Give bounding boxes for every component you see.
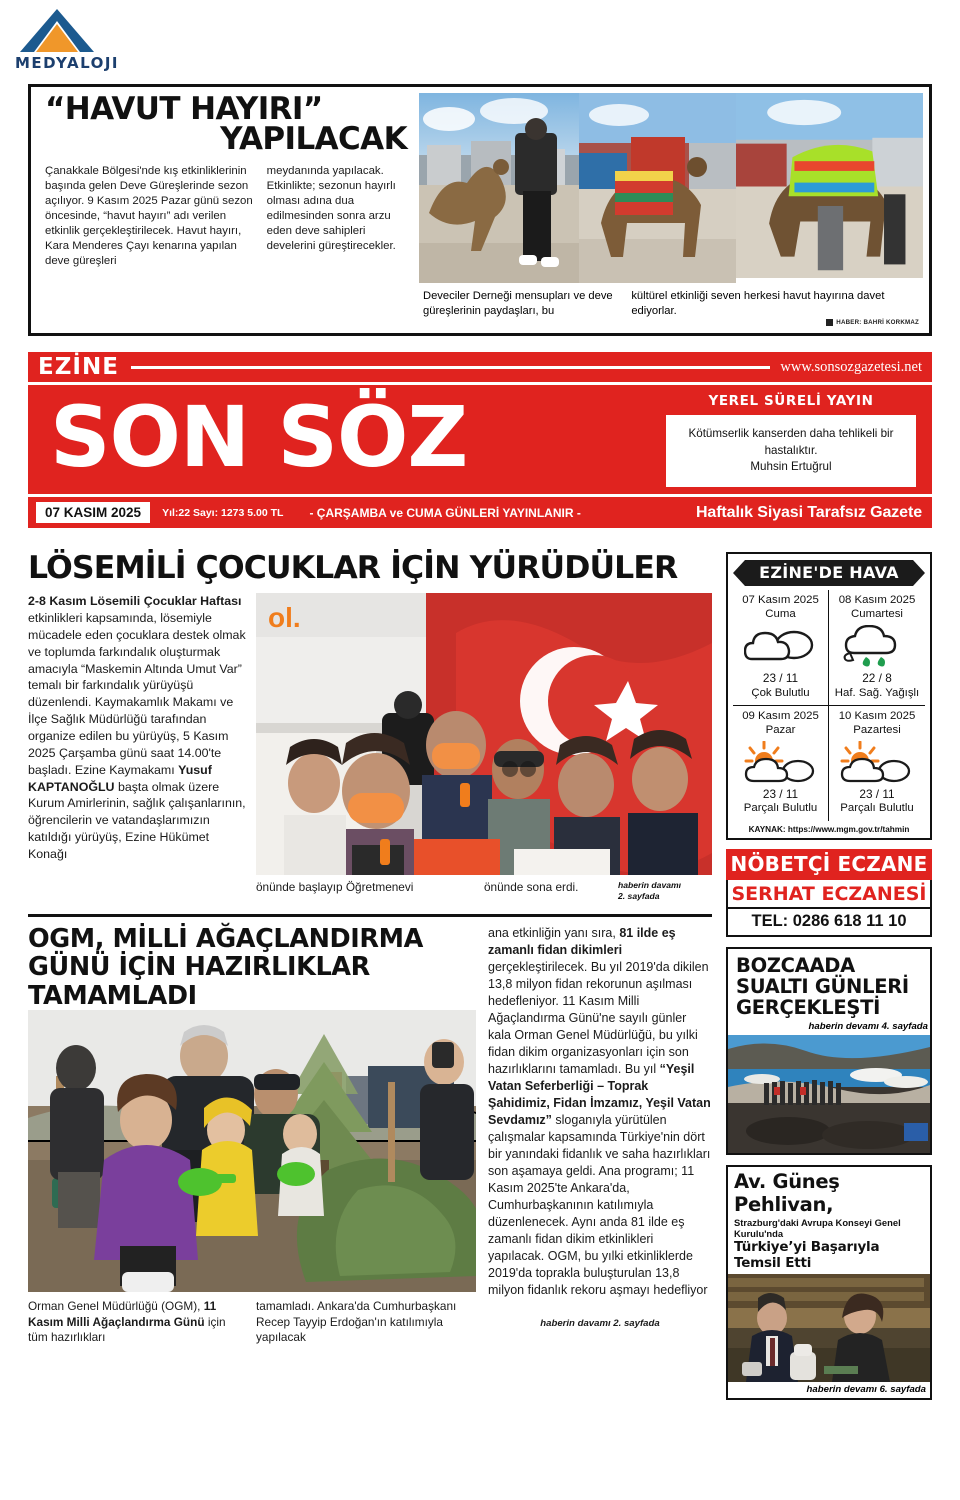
top-story-headline	[45, 91, 413, 157]
top-story-box	[28, 84, 932, 336]
weather-temp-1: 22 / 8	[862, 670, 892, 685]
weather-temp-3: 23 / 11	[859, 786, 895, 801]
photo-camel-handler	[419, 93, 579, 283]
weather-banner-label: EZİNE'DE HAVA	[759, 563, 899, 582]
top-story-headline-line2: YAPILACAK	[220, 120, 407, 157]
top-story-left	[37, 93, 419, 327]
section-divider	[28, 914, 712, 917]
story2-photo	[28, 1010, 476, 1292]
story1-continued-line1: haberin davamı	[618, 880, 682, 891]
side-story-2-continued: haberin devamı 6. sayfada	[806, 1383, 926, 1395]
photo-camel-decorated-2	[736, 93, 923, 283]
story2-body-p3: sloganıyla yürütülen çalışmalar kapsamında Türkiye'nin dört bir yanındaki fidanlık ve saha hazırlıkları son aşamaya geldi. Ana programı; 11 Kasım 2025'te Ankara'da, Cumhurbaşkanının katılımıyla düzenlenecek. Aynı anda 81 ilde eş zamanlı fidan dikim etkinlikleri yapılacak. OGM, bu yılki etkinliklerde 2019'da toprakla buluşturulan 13,8 milyon fidanlık rekoru aşmayı hedefliyor	[488, 1112, 711, 1297]
story-losemili-cocuklar	[28, 552, 712, 902]
masthead	[28, 352, 932, 528]
weather-dayname-2: Pazar	[765, 723, 796, 736]
masthead-top-strip	[28, 352, 932, 382]
rain-icon	[831, 625, 923, 669]
sidebar	[726, 552, 932, 1400]
weather-date-0: 07 Kasım 2025	[742, 594, 819, 606]
story2-headline-line2: GÜNÜ İÇİN HAZIRLIKLAR	[28, 952, 370, 983]
sun-cloud-icon	[735, 741, 826, 785]
issue-meta: Yıl:22 Sayı: 1273 5.00 TL	[162, 506, 284, 519]
masthead-quote-text: Kötümserlik kanserden daha tehlikeli bir hastalıktır.	[688, 427, 894, 457]
story1-body-part2: başta olmak üzere Kurum Amirlerinin, sağlık çalışanlarının, öğrencilerin ve vatandaşlarımızın katıldığı yürüyüş, Ezine Hükümet Konağı	[28, 779, 246, 861]
main-column	[28, 552, 712, 1400]
top-story-right	[419, 93, 923, 327]
masthead-quote-author: Muhsin Ertuğrul	[750, 460, 832, 474]
top-story-byline	[826, 319, 919, 326]
weather-desc-0: Çok Bulutlu	[751, 686, 810, 699]
cloudy-icon	[735, 625, 826, 669]
story2-text	[488, 925, 712, 1346]
side-story-1-line2: SUALTI GÜNLERİ	[736, 974, 909, 998]
masthead-rule	[131, 363, 770, 372]
story2-caption-a-bold: 11 Kasım Milli Ağaçlandırma Günü	[28, 1299, 217, 1329]
weather-date-3: 10 Kasım 2025	[838, 709, 916, 722]
weather-dayname-1: Cumartesi	[851, 607, 903, 620]
weather-temp-0: 23 / 11	[762, 670, 799, 685]
weather-day-1	[829, 590, 925, 706]
story1-caption-a: önünde başlayıp Öğretmenevi	[256, 880, 414, 895]
weather-source: KAYNAK: https://www.mgm.gov.tr/tahmin	[748, 824, 910, 834]
story-ogm-agaclandirma	[28, 925, 712, 1346]
story2-caption-a	[28, 1299, 246, 1346]
weather-desc-3: Parçalı Bulutlu	[840, 802, 914, 815]
weather-date-2: 09 Kasım 2025	[742, 709, 819, 722]
story2-caption-a-p2: için tüm hazırlıkları	[28, 1314, 226, 1345]
story2-headline-line1: OGM, MİLLİ AĞAÇLANDIRMA	[28, 923, 423, 954]
side-story-1-line1: BOZCAADA	[736, 953, 855, 977]
weather-banner	[733, 560, 925, 586]
story1-name-bold: Yusuf KAPTANOĞLU	[28, 762, 212, 794]
weather-temp-2: 23 / 11	[762, 786, 799, 801]
story2-body-bold2: “Yeşil Vatan Seferberliği – Toprak Şahidimiz, Fidan İmzamız, Yeşil Vatan Sevdamız”	[488, 1061, 711, 1127]
medyaloji-triangle-icon	[14, 6, 100, 56]
story2-headline	[28, 925, 476, 1011]
story2-body-p2: gerçekleştirilecek. Bu yıl 2019'da dikilen 13,8 milyon fidan rekorunun aşılması hedefleniyor. 11 Kasım Milli Ağaçlandırma Günü'ne sayılı günler kala Orman Genel Müdürlüğü, bu yılki fidan dikim organizasyonları için son hazırlıklarını tamamladı. Bu yıl	[488, 959, 709, 1076]
top-story-column-2: meydanında yapılacak. Etkinlikte; sezonun hayırlı olması adına dua edilmesinden sonra arzu eden deve sahipleri develerini güreştirecekler.	[266, 164, 396, 253]
story2-headline-line3: TAMAMLADI	[28, 980, 197, 1011]
side-story-1-continued: haberin devamı 4. sayfada	[808, 1020, 928, 1032]
weather-desc-2: Parçalı Bulutlu	[743, 802, 818, 815]
newspaper-title: SON SÖZ	[50, 388, 468, 486]
story1-photo	[256, 593, 712, 875]
weather-date-1: 08 Kasım 2025	[838, 594, 916, 606]
side-story-1-line3: GERÇEKLEŞTİ	[736, 995, 881, 1019]
masthead-subtitle: YEREL SÜRELİ YAYIN	[708, 393, 874, 409]
side-story-2-photo	[728, 1274, 930, 1382]
side-story-2-line3: Türkiye’yi Başarıyla Temsil Etti	[734, 1238, 880, 1271]
masthead-tagline: Haftalık Siyasi Tarafsız Gazete	[695, 503, 922, 521]
side-story-1-photo	[728, 1035, 930, 1153]
weather-day-2	[733, 706, 829, 821]
story1-body-part1: etkinlikleri kapsamında, lösemiyle mücadele eden çocuklara destek olmak ve toplumda farkındalık oluşturmak amacıyla “Maskemin Altında Umut Var” temalı bir farkındalık yürüyüşü düzenlendi. Kaymakamlık Makamı ve İlçe Sağlık Müdürlüğü tarafından organize edilen bu yürüyüş, 5 Kasım 2025 Çarşamba günü saat 14.00'te başladı. Ezine Kaymakamı	[28, 610, 246, 777]
masthead-main	[28, 382, 932, 494]
story2-caption-a-p1: Orman Genel Müdürlüğü (OGM),	[28, 1299, 204, 1314]
page-body	[28, 552, 932, 1400]
story1-text	[28, 593, 246, 875]
story1-continued	[618, 880, 681, 901]
weather-day-0	[733, 590, 829, 706]
byline-square-icon	[826, 319, 833, 326]
photo-camel-decorated-1	[579, 93, 736, 283]
story2-continued: haberin davamı 2. sayfada	[540, 1317, 660, 1329]
weather-day-3	[829, 706, 925, 821]
side-story-bozcaada[interactable]	[726, 947, 932, 1155]
top-story-column-1: Çanakkale Bölgesi'nde kış etkinliklerinin başında gelen Deve Güreşlerinde sezon açılıyor. 9 Kasım 2025 Pazar günü sezon öncesinde, “havut hayırı” adı verilen etkinlik gerçekleştirilecek. Havut hayırı, Kara Menderes Çayı kenarına yapılan deve güreşleri	[45, 164, 253, 268]
masthead-quote-box	[666, 415, 916, 487]
side-story-gunes-pehlivan[interactable]	[726, 1165, 932, 1400]
story1-headline: LÖSEMİLİ ÇOCUKLAR İÇİN YÜRÜDÜLER	[28, 550, 678, 586]
issue-date: 07 KASIM 2025	[36, 502, 150, 523]
medyaloji-wordmark: MEDYALOJI	[15, 54, 120, 72]
top-story-headline-line1: “HAVUT HAYIRI”	[45, 91, 323, 127]
pharmacy-widget	[726, 849, 932, 937]
story1-continued-line2: 2. sayfada	[618, 890, 660, 901]
story2-body-p1: ana etkinliğin yanı sıra,	[488, 925, 620, 940]
top-story-caption-2: kültürel etkinliği seven herkesi havut hayırına davet ediyorlar.	[631, 290, 885, 317]
weather-dayname-0: Cuma	[765, 607, 796, 620]
story2-caption-b: tamamladı. Ankara'da Cumhurbaşkanı Recep Tayyip Erdoğan'ın katılımıyla yapılacak	[256, 1299, 457, 1345]
publish-days: - ÇARŞAMBA ve CUMA GÜNLERİ YAYINLANIR -	[309, 505, 581, 520]
pharmacy-banner: NÖBETÇİ ECZANE	[726, 849, 932, 880]
svg-text:ol.: ol.	[268, 602, 301, 634]
masthead-city: EZİNE	[38, 353, 119, 380]
medyaloji-logo	[14, 6, 120, 72]
side-story-2-line2: Strazburg'daki Avrupa Konseyi Genel Kurulu'nda	[734, 1216, 901, 1239]
pharmacy-name: SERHAT ECZANESİ	[728, 880, 930, 909]
story1-lead-bold: 2-8 Kasım Lösemili Çocuklar Haftası	[28, 594, 242, 609]
sun-cloud-icon	[831, 741, 923, 785]
pharmacy-phone[interactable]: TEL: 0286 618 11 10	[751, 911, 907, 930]
byline-text: HABER: BAHRİ KORKMAZ	[836, 319, 919, 326]
masthead-info-strip	[28, 494, 932, 528]
story2-body-bold1: 81 ilde eş zamanlı fidan dikimleri	[488, 925, 676, 957]
top-story-caption-1: Deveciler Derneği mensupları ve deve güreşlerinin paydaşları, bu	[423, 290, 613, 317]
story1-caption-b: önünde sona erdi.	[484, 880, 579, 895]
side-story-2-name: Av. Güneş Pehlivan,	[734, 1169, 840, 1216]
masthead-website-link[interactable]: www.sonsozgazetesi.net	[780, 358, 922, 375]
weather-desc-1: Haf. Sağ. Yağışlı	[834, 686, 920, 699]
weather-dayname-3: Pazartesi	[853, 723, 901, 736]
weather-widget	[726, 552, 932, 840]
publisher-logo-bar	[0, 0, 960, 80]
